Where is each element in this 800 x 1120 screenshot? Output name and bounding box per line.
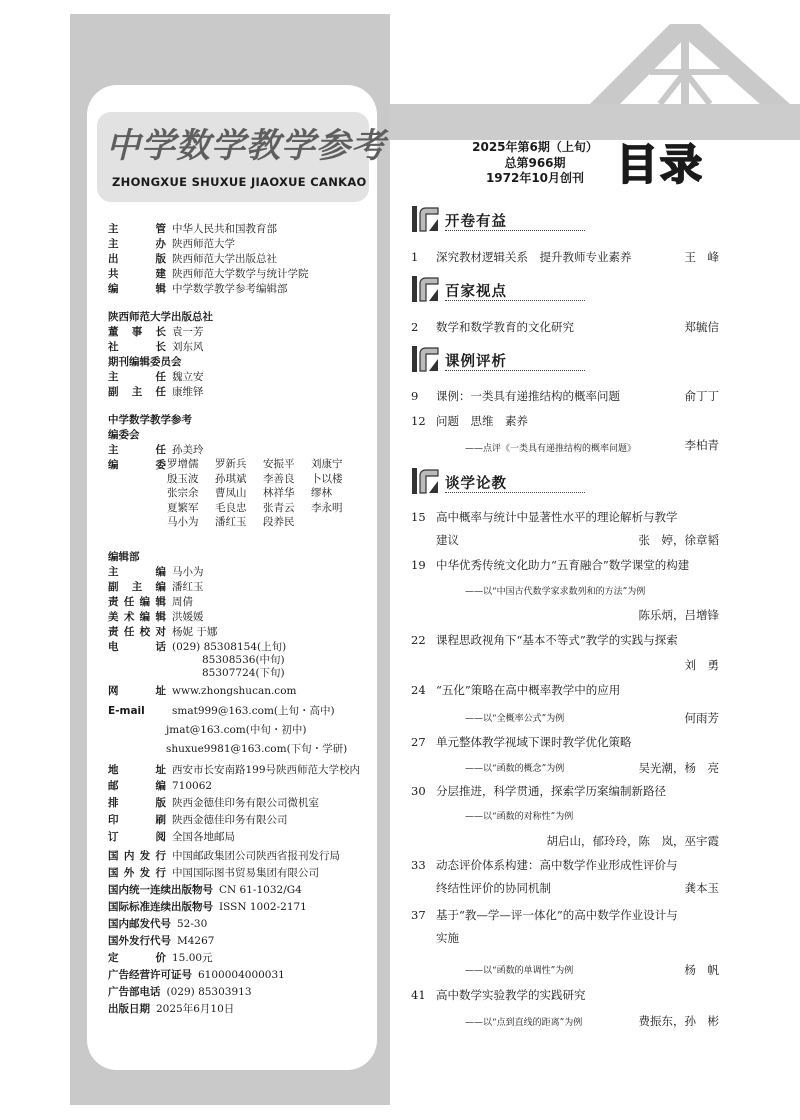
masthead-value: 中国国际图书贸易集团有限公司: [172, 867, 319, 879]
toc-article-subtitle: ——以“函数的对称性”为例: [465, 812, 574, 822]
toc-page-number: 27: [411, 735, 426, 749]
masthead-label: 主办: [108, 238, 166, 250]
masthead-value: 康维铎: [172, 386, 204, 398]
masthead-label: 国外发行: [108, 867, 166, 879]
masthead-value: 魏立安: [172, 371, 204, 383]
board-member: 潘红玉: [215, 516, 247, 528]
masthead-row: [108, 985, 252, 999]
toc-author: 郑毓信: [684, 320, 719, 334]
issue-info: [460, 140, 610, 187]
board-members-row: [167, 501, 359, 516]
issue-founded: 1972年10月创刊: [485, 171, 585, 185]
masthead-value: 陕西师范大学数学与统计学院: [172, 268, 309, 280]
masthead-label: 责任校对: [108, 626, 166, 638]
masthead-value: 全国各地邮局: [172, 831, 235, 843]
toc-article-title: 动态评价体系构建：高中数学作业形成性评价与: [436, 858, 678, 872]
toc-author: 王 峰: [684, 250, 719, 264]
board-members-row: [167, 472, 359, 487]
email-label: E-mail: [108, 705, 145, 717]
board-member: 张宗余: [167, 487, 199, 499]
toc-article-title: 数学和数学教育的文化研究: [436, 320, 574, 334]
toc-section-title: 课例评析: [445, 354, 507, 370]
toc-page-number: 37: [411, 908, 426, 922]
board-member: 段养民: [263, 516, 295, 528]
web-label: 网址: [108, 685, 166, 697]
board-member: 殷玉波: [167, 472, 199, 485]
masthead-row: [108, 252, 277, 266]
masthead-value: 杨妮 于娜: [172, 626, 218, 638]
masthead-row: [108, 866, 319, 880]
toc-article-subtitle: ——以“中国古代数学家求数列和的方法”为例: [465, 587, 646, 597]
masthead-row: [108, 796, 319, 810]
masthead-value: 袁一芳: [172, 326, 204, 338]
web-link[interactable]: www.zhongshucan.com: [172, 685, 297, 697]
masthead-label: 国内统一连续出版物号: [108, 884, 213, 896]
publisher-heading: 陕西师范大学出版总社: [108, 311, 213, 323]
masthead-label: 国内邮发代号: [108, 918, 171, 930]
toc-article-subtitle: ——以“函数的概念”为例: [465, 764, 565, 774]
masthead-value: CN 61-1032/G4: [219, 884, 302, 896]
masthead-row: [108, 282, 288, 296]
masthead-label: 国内发行: [108, 850, 166, 862]
email-row: [108, 704, 335, 718]
toc-section-heading: [411, 345, 586, 377]
toc-article-title: 基于“教—学—评一体化”的高中数学作业设计与: [436, 908, 678, 922]
toc-article-title: 中华优秀传统文化助力“五育融合”数学课堂的构建: [436, 558, 690, 572]
masthead-label: 主任: [108, 371, 166, 383]
toc-article-subtitle: ——以“函数的单调性”为例: [465, 966, 574, 976]
toc-author: 吴光潮，杨 亮: [638, 761, 719, 775]
phone-value: (029) 85308154(上旬): [172, 641, 287, 653]
masthead-row: [108, 595, 193, 609]
masthead-row: [108, 900, 307, 914]
masthead-value: 中学数学教学参考编辑部: [172, 283, 288, 295]
board-member: 刘康宁: [311, 458, 343, 470]
roof-truss-decoration: [590, 14, 790, 106]
masthead-label: 董事长: [108, 326, 166, 338]
masthead-value: 15.00元: [172, 952, 213, 964]
toc-author: 费振东，孙 彬: [638, 1014, 719, 1028]
masthead-row: [108, 763, 360, 777]
board-member: 夏繁军: [167, 501, 199, 514]
board-heading-2: 编委会: [108, 429, 140, 441]
web-row: [108, 684, 296, 698]
masthead-value: 陕西金德佳印务有限公司微机室: [172, 797, 319, 809]
journal-logo-pinyin: ZHONGXUE SHUXUE JIAOXUE CANKAO: [112, 175, 367, 189]
masthead-row: [108, 237, 235, 251]
masthead-value: 孙美玲: [172, 444, 204, 456]
masthead-row: [108, 580, 204, 594]
masthead-value: 陕西金德佳印务有限公司: [172, 814, 288, 826]
dept-heading: 编辑部: [108, 551, 140, 563]
masthead-label: 美术编辑: [108, 611, 166, 623]
masthead-row: [108, 370, 204, 384]
toc-article-subtitle: ——以“点到直线的距离”为例: [465, 1018, 583, 1028]
toc-author: 李柏青: [684, 438, 719, 452]
board-member: 缪林: [311, 487, 332, 499]
masthead-row: [108, 951, 213, 965]
toc-page-number: 1: [411, 250, 419, 264]
masthead-label: 编辑: [108, 283, 166, 295]
masthead-label: 印刷: [108, 814, 166, 826]
toc-page-number: 24: [411, 683, 426, 697]
masthead-label: 出版: [108, 253, 166, 265]
toc-author: 龚本玉: [684, 881, 719, 895]
section-dotted-rule: [445, 370, 585, 371]
toc-article-title: 分层推进，科学贯通，探索学历案编制新路径: [436, 784, 666, 798]
masthead-row: [108, 565, 204, 579]
masthead-row: [108, 222, 277, 236]
toc-page-number: 12: [411, 414, 426, 428]
toc-article-title: 课例：一类具有递推结构的概率问题: [436, 389, 620, 403]
masthead-row: [108, 443, 204, 457]
board-heading: 中学数学教学参考: [108, 414, 192, 426]
masthead-label: 责任编辑: [108, 596, 166, 608]
masthead-value: 马小为: [172, 566, 204, 578]
section-marker-icon: [411, 205, 441, 233]
masthead-value: 潘红玉: [172, 581, 204, 593]
section-dotted-rule: [445, 230, 585, 231]
masthead-value: 洪媛媛: [172, 611, 204, 623]
journal-logo-chinese: 中学数学教学参考: [106, 126, 386, 166]
toc-author: 胡启山，郁玲玲，陈 岚，巫宇霞: [546, 834, 719, 848]
toc-section-title: 百家视点: [445, 284, 507, 300]
issue-total: 总第966期: [504, 155, 566, 170]
toc-article-title-cont: 实施: [436, 931, 459, 945]
masthead-value: 陕西师范大学出版总社: [172, 253, 277, 265]
masthead-row: [108, 267, 309, 281]
masthead-label: 定价: [108, 952, 166, 964]
masthead-value: 中华人民共和国教育部: [172, 223, 277, 235]
phone-value: 85308536(中旬): [202, 654, 285, 666]
toc-author: 杨 帆: [684, 963, 719, 977]
masthead-value: 6100004000031: [198, 969, 285, 981]
masthead-value: 周倩: [172, 596, 193, 608]
toc-article-title-cont: 终结性评价的协同机制: [436, 881, 551, 895]
masthead-row: [108, 610, 204, 624]
board-member: 马小为: [167, 516, 199, 528]
board-members-row: [167, 457, 359, 472]
masthead-row: [108, 340, 204, 354]
masthead-row: [108, 934, 214, 948]
section-marker-icon: [411, 275, 441, 303]
toc-page-number: 19: [411, 558, 426, 572]
masthead-label: 主任: [108, 444, 166, 456]
toc-article-title: 课程思政视角下“基本不等式”教学的实践与探索: [436, 633, 678, 647]
board-member: 李永明: [311, 501, 343, 514]
toc-article-title: 问题 思维 素养: [436, 414, 528, 428]
email-link[interactable]: shuxue9981@163.com(下旬・学研): [166, 743, 348, 755]
masthead-label: 国际标准连续出版物号: [108, 901, 213, 913]
toc-section-title: 开卷有益: [445, 214, 507, 230]
toc-page-number: 41: [411, 988, 426, 1002]
board-members-row: [167, 486, 359, 501]
section-dotted-rule: [445, 492, 585, 493]
toc-title: 目录: [616, 140, 705, 189]
masthead-label: 出版日期: [108, 1003, 150, 1015]
email-link[interactable]: jmat@163.com(中旬・初中): [166, 724, 307, 736]
toc-section-title: 谈学论教: [445, 476, 507, 492]
masthead-value: 刘东风: [172, 341, 204, 353]
masthead-value: 52-30: [177, 918, 208, 930]
toc-article-title: 高中数学实验教学的实践研究: [436, 988, 586, 1002]
board-member: 李善良: [263, 472, 295, 485]
masthead-label: 国外发行代号: [108, 935, 171, 947]
masthead-value: 2025年6月10日: [156, 1003, 235, 1015]
masthead-value: M4267: [177, 935, 215, 947]
masthead-row: [108, 968, 285, 982]
toc-section-heading: [411, 205, 586, 237]
masthead-label: 地址: [108, 764, 166, 776]
toc-page-number: 2: [411, 320, 419, 334]
masthead-row: [108, 1002, 234, 1016]
masthead-value: (029) 85303913: [166, 986, 252, 998]
masthead-value: ISSN 1002-2171: [219, 901, 307, 913]
board-member: 林祥华: [263, 487, 295, 499]
board-members-grid: [167, 457, 359, 530]
masthead-label: 副主任: [108, 386, 166, 398]
toc-page-number: 33: [411, 858, 426, 872]
toc-article-subtitle: ——以“全概率公式”为例: [465, 714, 565, 724]
issue-number: 2025年第6期（上旬）: [472, 140, 598, 154]
masthead-label: 副主编: [108, 581, 166, 593]
toc-article-title: “五化”策略在高中概率教学中的应用: [436, 683, 621, 697]
masthead-value: 710062: [172, 780, 213, 792]
masthead-label: 邮编: [108, 780, 166, 792]
toc-author: 张 婷，徐章韬: [638, 533, 719, 547]
toc-article-title: 深究教材逻辑关系 提升教师专业素养: [436, 250, 632, 264]
toc-author: 陈乐炳，吕增锋: [638, 608, 719, 622]
masthead-row: [108, 849, 340, 863]
masthead-label: 排版: [108, 797, 166, 809]
masthead-row: [108, 458, 166, 472]
masthead-row: [108, 883, 302, 897]
toc-author: 俞丁丁: [684, 389, 719, 403]
masthead-value: 陕西师范大学: [172, 238, 235, 250]
board-member: 罗新兵: [215, 458, 247, 470]
board-member: 罗增儒: [167, 458, 199, 470]
masthead-label: 主管: [108, 223, 166, 235]
toc-article-title: 高中概率与统计中显著性水平的理论解析与教学: [436, 510, 678, 524]
board-member: 孙琪斌: [215, 472, 247, 485]
masthead-label: 共建: [108, 268, 166, 280]
email-link[interactable]: smat999@163.com(上旬・高中): [172, 705, 335, 717]
board-member: 卜以楼: [311, 472, 343, 485]
header-band: [390, 104, 800, 140]
masthead-row: [108, 625, 217, 639]
toc-section-heading: [411, 275, 586, 307]
board-members-row: [167, 515, 359, 530]
board-member: 安振平: [263, 458, 295, 470]
toc-article-title: 单元整体教学视域下课时教学优化策略: [436, 735, 632, 749]
masthead-row: [108, 325, 204, 339]
toc-author: 刘 勇: [684, 658, 719, 672]
masthead-label: 广告部电话: [108, 986, 161, 998]
masthead-value: 西安市长安南路199号陕西师范大学校内: [172, 764, 361, 776]
toc-section-heading: [411, 467, 586, 499]
toc-article-subtitle: ——点评《一类具有递推结构的概率问题》: [465, 444, 637, 454]
section-marker-icon: [411, 345, 441, 373]
masthead-label: 主编: [108, 566, 166, 578]
board-members-label: 编委: [108, 459, 166, 471]
masthead-row: [108, 813, 288, 827]
masthead-row: [108, 917, 207, 931]
toc-article-title-cont: 建议: [436, 533, 459, 547]
toc-page-number: 15: [411, 510, 426, 524]
phone-label: 电话: [108, 641, 166, 653]
committee-heading: 期刊编辑委员会: [108, 356, 182, 368]
phone-row: [108, 640, 286, 654]
masthead-value: 中国邮政集团公司陕西省报刊发行局: [172, 850, 340, 862]
board-member: 张青云: [263, 501, 295, 514]
board-member: 曹凤山: [215, 487, 247, 499]
masthead-label: 订阅: [108, 831, 166, 843]
masthead-label: 社长: [108, 341, 166, 353]
toc-author: 何雨芳: [684, 711, 719, 725]
masthead-row: [108, 830, 235, 844]
toc-page-number: 30: [411, 784, 426, 798]
phone-value: 85307724(下旬): [202, 667, 285, 679]
toc-page-number: 22: [411, 633, 426, 647]
masthead-label: 广告经营许可证号: [108, 969, 192, 981]
toc-page-number: 9: [411, 389, 419, 403]
section-marker-icon: [411, 467, 441, 495]
section-dotted-rule: [445, 300, 585, 301]
masthead-row: [108, 779, 212, 793]
masthead-row: [108, 385, 204, 399]
board-member: 毛良忠: [215, 501, 247, 514]
